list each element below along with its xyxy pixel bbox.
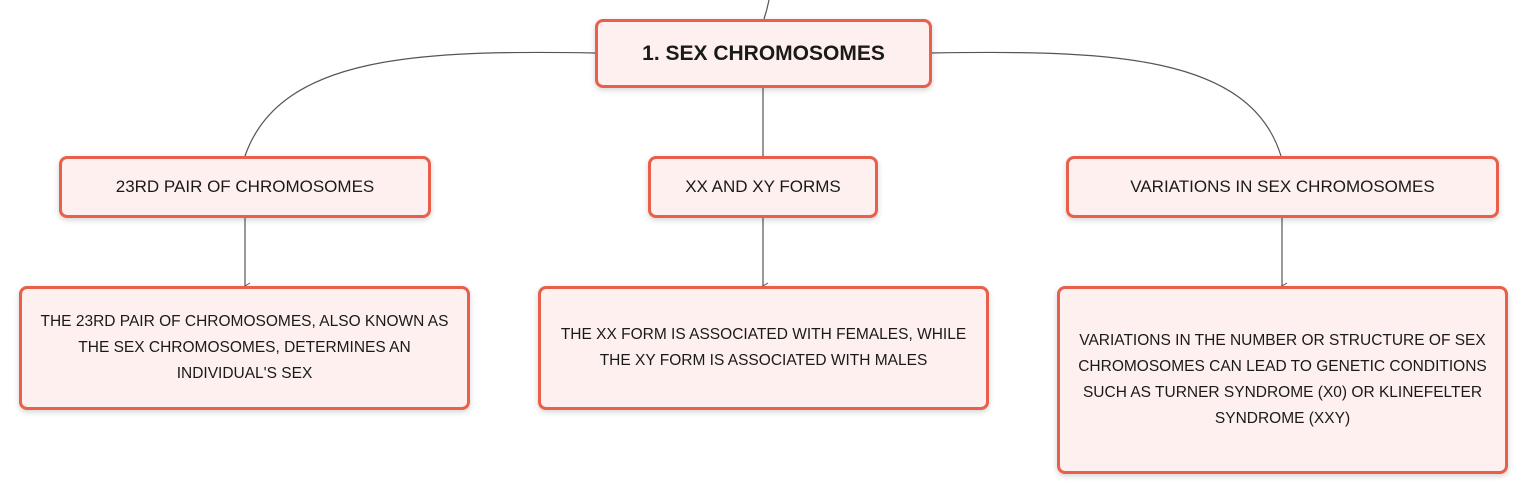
detail-node-23rd-pair[interactable] xyxy=(19,286,470,410)
topic-node-23rd-pair[interactable] xyxy=(59,156,431,218)
topic-node-xx-xy-forms[interactable] xyxy=(648,156,878,218)
connector-root-to-variations xyxy=(932,52,1281,156)
topic-label: 23RD PAIR OF CHROMOSOMES xyxy=(115,177,375,196)
topic-label: XX AND XY FORMS xyxy=(685,177,841,196)
detail-node-variations[interactable] xyxy=(1057,286,1508,474)
detail-text: VARIATIONS IN THE NUMBER OR STRUCTURE OF SEX CHROMOSOMES CAN LEAD TO GENETIC CONDITIONS SUCH AS TURNER SYNDROME (X0) OR KLINEFELTER SYNDROME (XXY) xyxy=(1078,332,1487,427)
incoming-connector xyxy=(764,0,769,19)
topic-node-variations[interactable] xyxy=(1066,156,1499,218)
detail-node-xx-xy-forms[interactable] xyxy=(538,286,989,410)
root-label: 1. SEX CHROMOSOMES xyxy=(642,41,885,65)
root-node[interactable] xyxy=(595,19,932,88)
detail-text: THE 23RD PAIR OF CHROMOSOMES, ALSO KNOWN AS THE SEX CHROMOSOMES, DETERMINES AN INDIVIDUAL'S SEX xyxy=(40,313,449,382)
connector-root-to-pair xyxy=(245,52,595,156)
topic-label: VARIATIONS IN SEX CHROMOSOMES xyxy=(1130,177,1435,196)
detail-text: THE XX FORM IS ASSOCIATED WITH FEMALES, WHILE THE XY FORM IS ASSOCIATED WITH MALES xyxy=(560,326,967,369)
